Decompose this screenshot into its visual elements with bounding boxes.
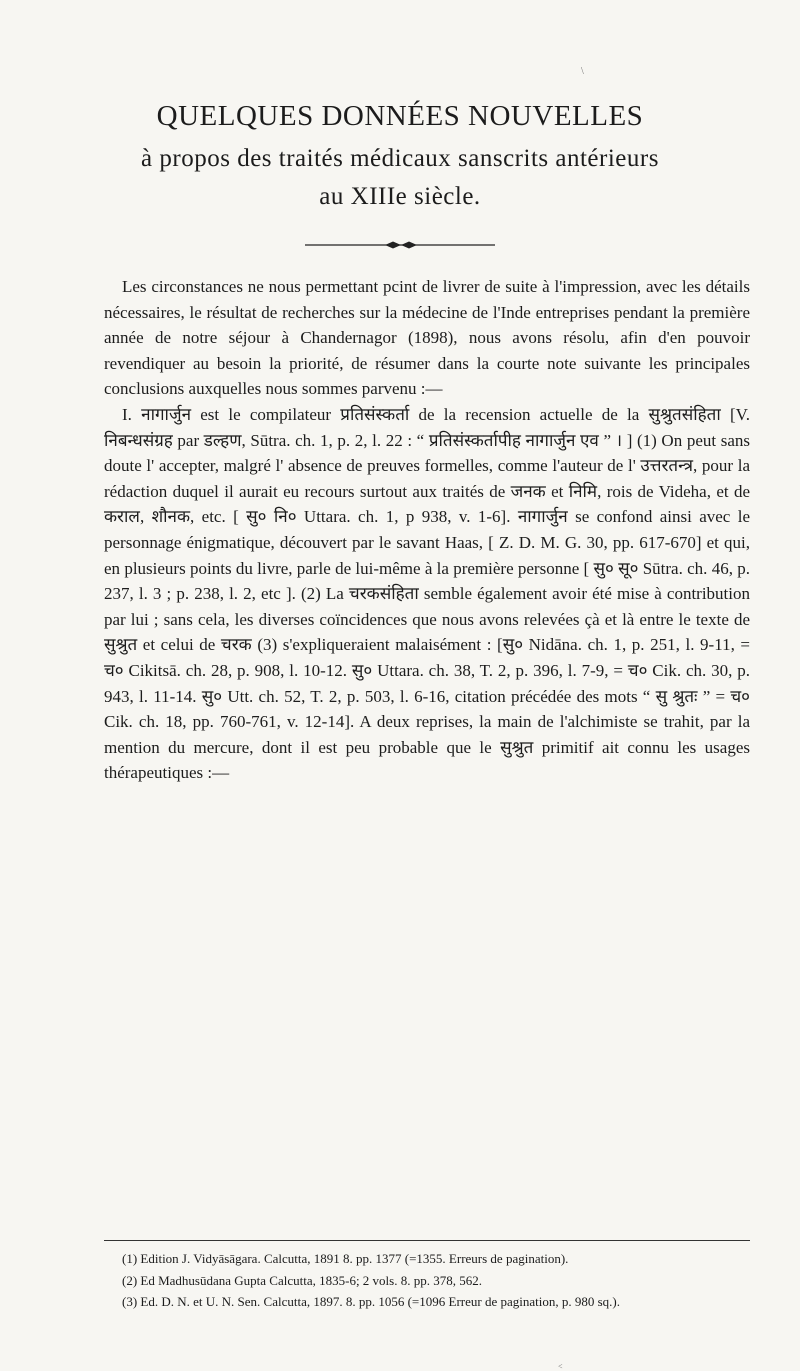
stray-mark-top: \ bbox=[581, 66, 584, 77]
body-text bbox=[104, 274, 750, 786]
footnote-divider bbox=[104, 1240, 750, 1241]
section-one-paragraph: I. नागार्जुन est le compilateur प्रतिसंस्कर्ता de la recension actuelle de la सुश्रुतसंहिता [V. निबन्धसंग्रह par डल्हण, Sūtra. ch. 1, p. 2, l. 22 : “ प्रतिसंस्कर्तापीह नागार्जुन एव ” । ] (1) On peut sans doute l' accepter, malgré l' absence de preuves formelles, comme l'auteur de l' उत्तरतन्त्र, pour la rédaction duquel il aurait eu recours surtout aux traités de जनक et निमि, rois de Videha, et de कराल, शौनक, etc. [ सु० नि० Uttara. ch. 1, p 938, v. 1-6]. नागार्जुन se confond ainsi avec le personnage énigmatique, découvert par le savant Haas, [ Z. D. M. G. 30, pp. 617-670] et qui, en plusieurs points du livre, parle de lui-même à la première personne [ सु० सू० Sūtra. ch. 46, p. 237, l. 3 ; p. 238, l. 2, etc ]. (2) La चरकसंहिता semble également avoir été mise à contribution par lui ; sans cela, les diverses coïncidences que nous avons relevées çà et là entre le texte de सुश्रुत et celui de चरक (3) s'expliqueraient malaisément : [सु० Nidāna. ch. 1, p. 251, l. 9-11, = च० Cikitsā. ch. 28, p. 908, l. 10-12. सु० Uttara. ch. 38, T. 2, p. 396, l. 7-9, = च० Cik. ch. 30, p. 943, l. 11-14. सु० Utt. ch. 52, T. 2, p. 503, l. 6-16, citation précédée des mots “ सु श्रुतः ” = च० Cik. ch. 18, pp. 760-761, v. 12-14]. A deux reprises, la main de l'alchimiste se trahit, par la mention du mercure, dont il est peu probable que le सुश्रुत primitif ait connu les usages thérapeutiques :— bbox=[104, 404, 750, 783]
title-line-2: à propos des traités médicaux sanscrits antérieurs bbox=[141, 145, 659, 172]
intro-paragraph: Les circonstances ne nous permettant pcint de livrer de suite à l'impression, avec les détails nécessaires, le résultat de recherches sur la médecine de l'Inde entreprises pendant la première année de notre séjour à Chandernagor (1898), nous avons résolu, afin d'en pouvoir revendiquer au besoin la priorité, de résumer dans la courte note suivante les principales conclusions auxquelles nous sommes parvenu :— bbox=[104, 277, 750, 399]
title-line-1: QUELQUES DONNÉES NOUVELLES bbox=[156, 100, 644, 132]
footnote-1: (1) Edition J. Vidyāsāgara. Calcutta, 1891 8. pp. 1377 (=1355. Erreurs de pagination). bbox=[122, 1251, 569, 1266]
footnote-3: (3) Ed. D. N. et U. N. Sen. Calcutta, 1897. 8. pp. 1056 (=1096 Erreur de pagination, p. 980 sq.). bbox=[122, 1294, 620, 1309]
footnotes bbox=[104, 1250, 750, 1315]
ornament-divider bbox=[305, 240, 495, 250]
footnote-2: (2) Ed Madhusūdana Gupta Calcutta, 1835-6; 2 vols. 8. pp. 378, 562. bbox=[122, 1272, 482, 1288]
stray-mark-bottom: < bbox=[558, 1362, 563, 1371]
title-line-3: au XIIIe siècle. bbox=[319, 183, 481, 210]
